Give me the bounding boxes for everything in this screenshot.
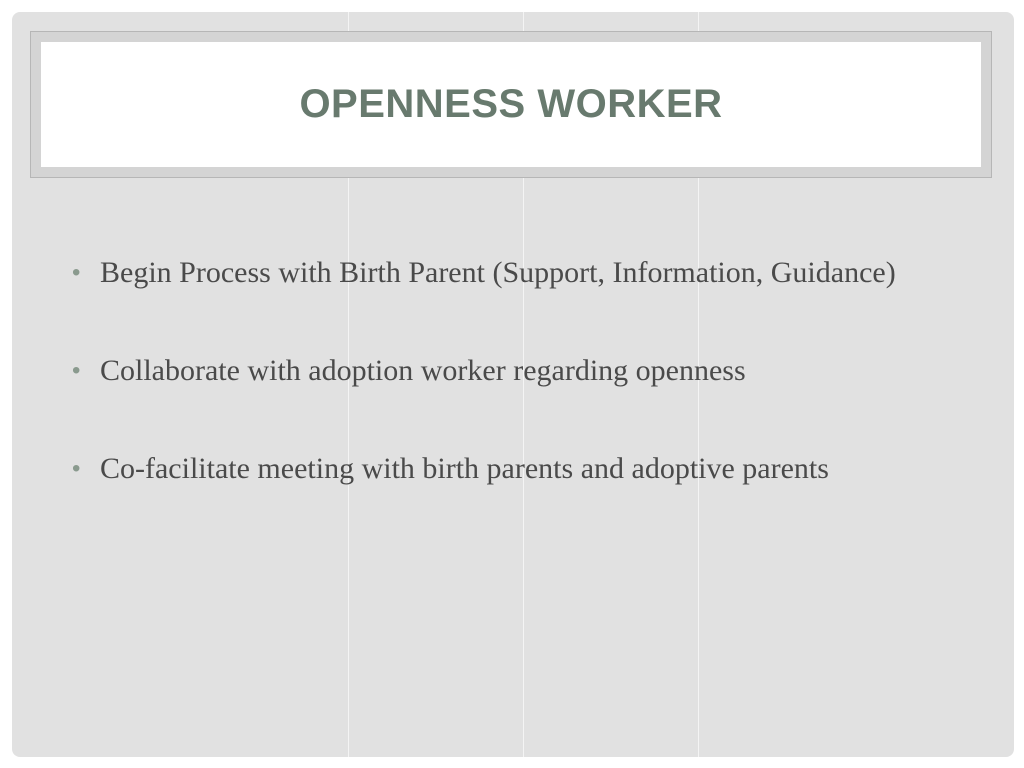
bullet-text: Co-facilitate meeting with birth parents and adoptive parents: [100, 452, 829, 485]
bullet-item: [72, 252, 952, 293]
title-box: [41, 42, 981, 167]
title-frame: [30, 31, 992, 178]
bullet-text: Begin Process with Birth Parent (Support, Information, Guidance): [100, 256, 896, 289]
slide: [12, 12, 1014, 757]
bullet-list: [72, 252, 952, 489]
bullet-dot-icon: •: [72, 455, 81, 482]
bullet-dot-icon: •: [72, 357, 81, 384]
slide-title: OPENNESS WORKER: [299, 82, 723, 126]
bullet-dot-icon: •: [72, 259, 81, 286]
bullet-item: [72, 350, 952, 391]
bullet-text: Collaborate with adoption worker regarding openness: [100, 354, 746, 387]
bullet-item: [72, 448, 952, 489]
